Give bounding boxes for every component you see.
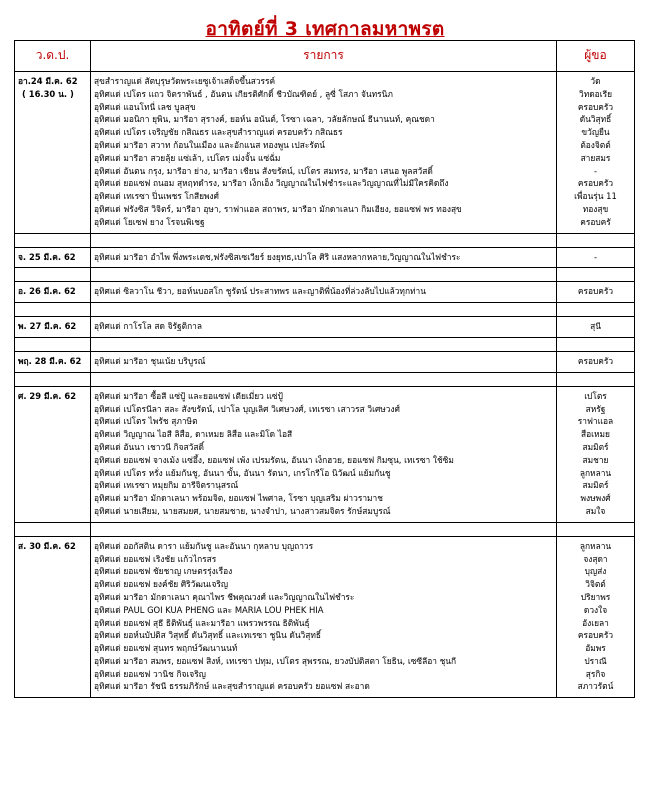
header-date: ว.ด.ป. xyxy=(15,41,91,72)
spacer-cell xyxy=(91,268,557,282)
requester-name: สมมิตร์ xyxy=(582,480,609,491)
requester-name: ลูกหลาน xyxy=(579,467,612,478)
requester-cell xyxy=(557,536,635,698)
mass-intentions-table xyxy=(14,40,635,698)
intentions-cell xyxy=(91,386,557,522)
intention-line: อุทิศแด่ เทเรซา หมุยกิม อารีจิตรานุสรณ์ xyxy=(94,480,239,491)
intention-line: อุทิศแด่ ยอแซฟ ยงค์ชัย ศิริวัฒนเจริญ xyxy=(94,579,229,590)
requester-name: สมชาย xyxy=(582,454,609,465)
spacer-cell xyxy=(557,372,635,386)
intention-line: อุทิศแด่ มารีอา อำไพ พึ่งพระเดช,ฟรังซิสเซเวียร์ ยงยุทธ,เปาโล ศิริ แสงหลากหลาย,วิญญาณในไฟชำระ xyxy=(94,251,461,262)
spacer-cell xyxy=(91,303,557,317)
intention-line: อุทิศแด่ ยอแซฟ ถนอม สุหฤทดำรง, มารีอา เง็กเอ็ง วิญญาณในไฟชำระและวิญญาณที่ไม่มีใครคิดถึง xyxy=(94,178,449,189)
intention-line: อุทิศแด่ ยอแซฟ วานิช กิจเจริญ xyxy=(94,668,206,679)
intention-line: อุทิศแด่ โยเซฟ ยาง โรจนพิเชฐ xyxy=(94,216,205,227)
table-row xyxy=(15,72,635,234)
intention-line: อุทิศแด่ เทเรซา ปิ่นเพชร โกสียพงศ์ xyxy=(94,191,219,202)
spacer-cell xyxy=(15,522,91,536)
intention-line: อุทิศแด่ มารีอา สมพร, ยอแซฟ สิงห์, เทเรซา ปทุม, เปโตร สุพรรณ, ยวงบัปติสตา โยธิน, เซซีลีอา ชุนกี xyxy=(94,655,457,666)
intention-line: อุทิศแด่ เปโตร เจริญชัย กสิณธร และสุขสำราญแด่ ครอบครัว กสิณธร xyxy=(94,127,343,138)
requester-name: สุรกิจ xyxy=(585,668,606,679)
requester-name: สภาวรัตน์ xyxy=(577,681,614,692)
requester-cell xyxy=(557,317,635,338)
intention-line: อุทิศแด่ มารีอา ชุนเน้ย บริบูรณ์ xyxy=(94,355,206,366)
intention-line: อุทิศแด่ มารีอา ซื้อสี แซ่ปู้ และยอแซฟ เตียเมี่ยว แซ่ปู้ xyxy=(94,390,283,401)
intention-line: อุทิศแด่ ยอแซฟ สุนทร พฤกษ์วัฒนานนท์ xyxy=(94,643,238,654)
requester-cell xyxy=(557,386,635,522)
intention-line: อุทิศแด่ อันตน กรุง, มารีอา ย่าง, มารีอา เชียน สังขรัตน์, เปโตร สมทรง, มารีอา เสนอ พูลสวัสดิ์ xyxy=(94,165,433,176)
date-text: จ. 25 มี.ค. 62 xyxy=(18,251,76,262)
header-requester: ผู้ขอ xyxy=(557,41,635,72)
requester-name: สหรัฐ xyxy=(585,403,606,414)
intention-line: อุทิศแด่ กาโรโล สด จิรัฐติกาล xyxy=(94,321,203,332)
table-row xyxy=(15,317,635,338)
requester-name: สายสมร xyxy=(580,152,611,163)
requester-name: บุญส่ง xyxy=(584,566,607,577)
requester-name: จงสุดา xyxy=(583,553,608,564)
requester-name: วิจิตต์ xyxy=(585,579,606,590)
intention-line: อุทิศแด่ วิญญาณ ไอสี ลิสือ, ดาเหมย ลิสือ และมิโด ไอสี xyxy=(94,429,293,440)
intention-line: อุทิศแด่ มารีอา สวาท ก้อนในเมือง และอักแนส ทองพูน เปสะรัตน์ xyxy=(94,139,326,150)
spacer-cell xyxy=(557,303,635,317)
date-cell xyxy=(15,317,91,338)
date-cell xyxy=(15,72,91,234)
requester-name: วิทดอเรีย xyxy=(579,88,612,99)
date-cell xyxy=(15,386,91,522)
requester-name: ดวงใจ xyxy=(583,604,608,615)
requester-name: ครอบครัว xyxy=(577,178,614,189)
date-text: อ. 26 มี.ค. 62 xyxy=(18,286,76,297)
intention-line: อุทิศแด่ มารีอา สวยลุ้ย แซ่เล้า, เปโตร เม่งจั้น แซ่ฉั่ม xyxy=(94,152,281,163)
block-spacer xyxy=(15,233,635,247)
requester-name: อัมพร xyxy=(585,643,606,654)
requester-cell xyxy=(557,72,635,234)
intentions-cell xyxy=(91,351,557,372)
spacer-cell xyxy=(15,233,91,247)
requester-name: สมมิตร์ xyxy=(582,441,609,452)
requester-name: ครอบครัว xyxy=(577,355,614,366)
intention-line: อุทิศแด่ ออกัสติน ดารา แย้มกันชู และอันนา กุหลาบ บุญถาวร xyxy=(94,540,314,551)
header-intentions: รายการ xyxy=(91,41,557,72)
requester-name: พงษพงศ์ xyxy=(580,493,611,504)
intentions-cell xyxy=(91,536,557,698)
date-text: อา.24 มี.ค. 62 xyxy=(18,76,78,86)
requester-name: ครอบครั xyxy=(580,216,611,227)
requester-name: ปราณี xyxy=(584,655,607,666)
requester-name: สุนี xyxy=(590,321,601,332)
intention-line: อุทิศแด่ ยอห์นบัปติส วิสุทธิ์ ดันวิสุทธิ์ และเทเรซา ชูนิน ดันวิสุทธิ์ xyxy=(94,630,322,641)
intention-line: อุทิศแด่ เปโตร แถว จิตราพันธ์ , อันตน เกียรติศักดิ์ ชีวบัณฑิตย์ , ลูซี่ โสภา จันทรนิภ xyxy=(94,88,393,99)
intention-line: อุทิศแด่ แอนโทนี่ เลช บูลสุข xyxy=(94,101,196,112)
intention-line: อุทิศแด่ PAUL GOI KUA PHENG และ MARIA LOU PHEK HIA xyxy=(94,604,324,615)
intention-line: อุทิศแด่ เปโตร หรั่ง แย้มกันชู, อันนา ขั้น, อันนา รัตนา, เกรโกรีโอ นิวัฒน์ แย้มกันชู xyxy=(94,467,391,478)
requester-name: เพื่อนรุ่น 11 xyxy=(574,191,617,202)
requester-name: อังเยลา xyxy=(582,617,609,628)
spacer-cell xyxy=(15,268,91,282)
block-spacer xyxy=(15,303,635,317)
requester-cell xyxy=(557,247,635,268)
date-cell xyxy=(15,282,91,303)
spacer-cell xyxy=(91,337,557,351)
block-spacer xyxy=(15,268,635,282)
spacer-cell xyxy=(15,372,91,386)
intention-line: อุทิศแด่ เปโตร ไพรัช สุภาษิต xyxy=(94,416,198,427)
requester-name: สมใจ xyxy=(585,505,606,516)
requester-name: ต้องจิตต์ xyxy=(580,139,611,150)
table-row xyxy=(15,386,635,522)
table-row xyxy=(15,247,635,268)
intention-line: อุทิศแด่ ยอแซฟ เริงชัย แก้วไกรสร xyxy=(94,553,217,564)
spacer-cell xyxy=(557,268,635,282)
requester-name: ราฟาแอล xyxy=(577,416,614,427)
spacer-cell xyxy=(91,233,557,247)
spacer-cell xyxy=(15,337,91,351)
block-spacer xyxy=(15,522,635,536)
intention-line: อุทิศแด่ ยอแซฟ สุธี ธิติพันธุ์ และมารีอา แพรวพรรณ ธิติพันธุ์ xyxy=(94,617,310,628)
requester-name: ลูกหลาน xyxy=(579,540,612,551)
spacer-cell xyxy=(15,303,91,317)
requester-name: ครอบครัว xyxy=(577,630,614,641)
spacer-cell xyxy=(557,337,635,351)
date-text: พฤ. 28 มี.ค. 62 xyxy=(18,355,82,366)
requester-name: ขวัญยืน xyxy=(581,127,610,138)
intention-line: อุทิศแด่ ยอแซฟ ชัยชาญ เกษตรรุ่งเรือง xyxy=(94,566,233,577)
time-text: ( 16.30 น. ) xyxy=(22,88,74,99)
spacer-cell xyxy=(557,522,635,536)
date-cell xyxy=(15,247,91,268)
spacer-cell xyxy=(91,372,557,386)
intentions-cell xyxy=(91,282,557,303)
table-row xyxy=(15,351,635,372)
intention-line: อุทิศแด่ ยอแซฟ จางเม้ง แซ่อึ้ง, ยอแซฟ เพ้ง เปรมรัตน, อันนา เง็กฮวย, ยอแซฟ กิมซุน, เทเรซา ใช้ซิม xyxy=(94,454,454,465)
block-spacer xyxy=(15,372,635,386)
date-cell xyxy=(15,536,91,698)
requester-name: ทองสุข xyxy=(582,203,609,214)
requester-name: ครอบครัว xyxy=(577,101,614,112)
requester-cell xyxy=(557,282,635,303)
intentions-cell xyxy=(91,72,557,234)
spacer-cell xyxy=(557,233,635,247)
requester-name: สือเหมย xyxy=(581,429,610,440)
date-text: พ. 27 มี.ค. 62 xyxy=(18,321,77,332)
intention-line: สุขสำราญแด่ สัตบุรุษวัดพระเยซูเจ้าเสด็จขึ้นสวรรค์ xyxy=(94,76,276,86)
spacer-cell xyxy=(91,522,557,536)
page-title: อาทิตย์ที่ 3 เทศกาลมหาพรต xyxy=(205,18,445,40)
requester-name: ปริยาพร xyxy=(580,591,611,602)
date-text: ศ. 29 มี.ค. 62 xyxy=(18,390,77,401)
requester-name: - xyxy=(593,251,598,262)
requester-name: ดันวิสุทธิ์ xyxy=(579,114,612,125)
requester-name: เปโตร xyxy=(584,390,607,401)
intention-line: อุทิศแด่ มารีอา รัชนี ธรรมภิรักษ์ และสุขสำราญแด่ ครอบครัว ยอแซฟ สะอาด xyxy=(94,681,370,692)
requester-cell xyxy=(557,351,635,372)
table-header-row xyxy=(15,41,635,72)
intention-line: อุทิศแด่ มอนิกา ยุพิน, มารีอา สุรางค์, ยอห์น อนันต์, โรซา เฉลา, วลัยลักษณ์ ธีนานนท์, คุณชดา xyxy=(94,114,435,125)
table-row xyxy=(15,536,635,698)
intention-line: อุทิศแด่ อันนา เชาวนี กิจสวัสดิ์ xyxy=(94,441,204,452)
date-text: ส. 30 มี.ค. 62 xyxy=(18,540,76,551)
date-cell xyxy=(15,351,91,372)
intention-line: อุทิศแด่ มารีอา มักดาเลนา คุณาไพร ชีพคุณวงศ์ และวิญญาณในไฟชำระ xyxy=(94,591,355,602)
block-spacer xyxy=(15,337,635,351)
requester-name: - xyxy=(593,165,598,176)
requester-name: วัด xyxy=(590,76,601,86)
intention-line: อุทิศแด่ ซิลวาโน ชีวา, ยอห์นบอสโก ชูรัตน์ ประสาทพร และญาติพี่น้องที่ล่วงลับไปแล้วทุกท่าน xyxy=(94,286,426,297)
intention-line: อุทิศแด่ นายเสียม, นายสมยศ, นายสมชาย, นางจำปา, นางสาวสมจิตร รักษ์สมบูรณ์ xyxy=(94,505,391,516)
intention-line: อุทิศแด่ เปโตรนีลา สละ สังขรัตน์, เปาโล บุญเลิศ วิเศษวงศ์, เทเรซา เสาวรส วิเศษวงศ์ xyxy=(94,403,400,414)
requester-name: ครอบครัว xyxy=(577,286,614,297)
intention-line: อุทิศแด่ มารีอา มักดาเลนา พร้อมจิต, ยอแซฟ ไพศาล, โรซา บุญเสริม ผ่าวรามาช xyxy=(94,493,383,504)
intention-line: อุทิศแด่ ฟรังซิส วิจิตร์, มารีอา อุษา, ราฟาแอล สถาพร, มารีอา มักดาเลนา กิมเฮียง, ยอแซฟ พร ทองสุข xyxy=(94,203,462,214)
table-row xyxy=(15,282,635,303)
intentions-cell xyxy=(91,247,557,268)
intentions-cell xyxy=(91,317,557,338)
